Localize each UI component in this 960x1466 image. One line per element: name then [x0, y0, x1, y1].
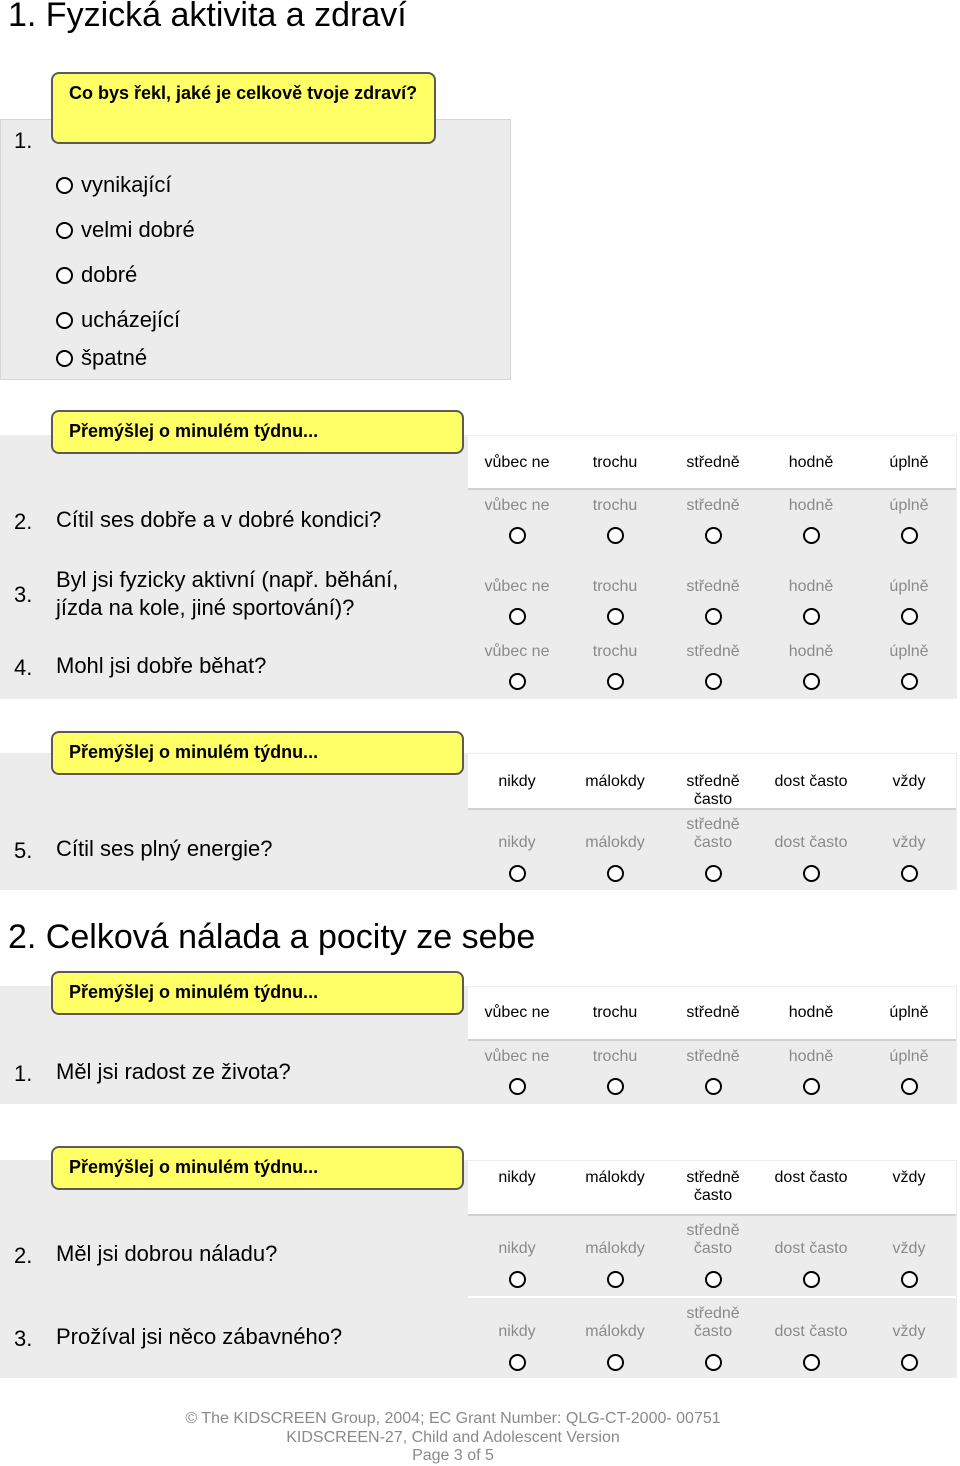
divider [468, 488, 956, 490]
footer-version: KIDSCREEN-27, Child and Adolescent Version [286, 1429, 620, 1446]
scale-label: vždy [892, 1323, 926, 1340]
question-text: Cítil ses dobře a v dobré kondici? [56, 507, 382, 532]
scale-label: úplně [889, 643, 929, 660]
scale-label: středně často [686, 1169, 740, 1204]
scale-label: trochu [592, 497, 638, 514]
scale-label: vůbec ne [484, 454, 550, 471]
scale-label: vůbec ne [484, 1048, 550, 1065]
radio-vzdy[interactable] [901, 865, 918, 882]
radio-uplne[interactable] [901, 1078, 918, 1095]
question-text-line2: jízda na kole, jiné sportování)? [56, 595, 355, 620]
option-dobre[interactable]: dobré [56, 262, 137, 288]
question-number: 5. [14, 838, 33, 863]
scale-label: dost často [774, 834, 848, 851]
option-uchazejici[interactable]: ucházející [56, 307, 180, 333]
question-number: 2. [14, 1243, 33, 1268]
scale-label: dost často [774, 773, 848, 790]
scale-label: úplně [889, 578, 929, 595]
question-text: Cítil ses plný energie? [56, 836, 273, 861]
radio-vubec-ne[interactable] [509, 673, 526, 690]
scale-label: nikdy [498, 834, 536, 851]
scale-label: středně [686, 1048, 740, 1065]
scale-label: hodně [788, 497, 834, 514]
radio-hodne[interactable] [803, 673, 820, 690]
radio-uplne[interactable] [901, 527, 918, 544]
radio-malokdy[interactable] [607, 1271, 624, 1288]
question-number: 3. [14, 582, 33, 607]
radio-trochu[interactable] [607, 527, 624, 544]
radio-nikdy[interactable] [509, 1271, 526, 1288]
scale-label: středně často [686, 816, 740, 851]
answer-row [468, 1303, 956, 1377]
question-callout: Přemýšlej o minulém týdnu... [51, 731, 464, 775]
radio-vubec-ne[interactable] [509, 527, 526, 544]
section-title: 1. Fyzická aktivita a zdraví [8, 0, 407, 34]
scale-label: úplně [889, 1004, 929, 1021]
scale-label: vždy [892, 1240, 926, 1257]
radio-button[interactable] [56, 222, 73, 239]
radio-dost-casto[interactable] [803, 1354, 820, 1371]
divider [468, 1296, 956, 1298]
radio-button[interactable] [56, 177, 73, 194]
scale-label: dost často [774, 1240, 848, 1257]
scale-label: vůbec ne [484, 497, 550, 514]
radio-stredne-casto[interactable] [705, 865, 722, 882]
scale-header [468, 1161, 956, 1214]
scale-header [468, 754, 956, 808]
question-callout: Přemýšlej o minulém týdnu... [51, 1146, 464, 1190]
scale-label: málokdy [585, 1240, 645, 1257]
scale-label: dost často [774, 1323, 848, 1340]
radio-button[interactable] [56, 312, 73, 329]
radio-stredne-casto[interactable] [705, 1354, 722, 1371]
scale-label: středně [686, 454, 740, 471]
radio-uplne[interactable] [901, 673, 918, 690]
radio-stredne[interactable] [705, 608, 722, 625]
divider [468, 1214, 956, 1216]
scale-label: trochu [592, 454, 638, 471]
scale-label: nikdy [498, 1169, 536, 1186]
radio-button[interactable] [56, 267, 73, 284]
radio-trochu[interactable] [607, 673, 624, 690]
question-callout: Přemýšlej o minulém týdnu... [51, 971, 464, 1015]
scale-label: vůbec ne [484, 1004, 550, 1021]
scale-label: hodně [788, 454, 834, 471]
scale-label: hodně [788, 1004, 834, 1021]
scale-label: vždy [892, 834, 926, 851]
scale-label: málokdy [585, 1169, 645, 1186]
radio-trochu[interactable] [607, 1078, 624, 1095]
radio-nikdy[interactable] [509, 1354, 526, 1371]
radio-vubec-ne[interactable] [509, 1078, 526, 1095]
scale-label: trochu [592, 643, 638, 660]
question-text: Mohl jsi dobře běhat? [56, 653, 267, 678]
scale-label: málokdy [585, 773, 645, 790]
scale-label: vůbec ne [484, 643, 550, 660]
footer-page-number: Page 3 of 5 [412, 1447, 494, 1464]
scale-label: úplně [889, 497, 929, 514]
radio-trochu[interactable] [607, 608, 624, 625]
question-callout: Přemýšlej o minulém týdnu... [51, 410, 464, 454]
scale-label: málokdy [585, 1323, 645, 1340]
scale-header [468, 987, 956, 1039]
divider [468, 1039, 956, 1041]
scale-label: středně [686, 1004, 740, 1021]
answer-row [468, 1046, 956, 1102]
radio-vubec-ne[interactable] [509, 608, 526, 625]
question-text-line1: Byl jsi fyzicky aktivní (např. běhání, [56, 567, 399, 592]
radio-vzdy[interactable] [901, 1271, 918, 1288]
scale-label: středně [686, 578, 740, 595]
radio-malokdy[interactable] [607, 865, 624, 882]
question-number: 1. [14, 128, 33, 153]
scale-label: nikdy [498, 773, 536, 790]
scale-label: hodně [788, 578, 834, 595]
scale-header [468, 436, 956, 488]
question-number: 3. [14, 1326, 33, 1351]
question-panel [0, 119, 511, 380]
radio-stredne-casto[interactable] [705, 1271, 722, 1288]
scale-label: středně často [686, 1305, 740, 1340]
radio-button[interactable] [56, 350, 73, 367]
question-number: 2. [14, 509, 33, 534]
option-spatne[interactable]: špatné [56, 345, 147, 371]
scale-label: hodně [788, 643, 834, 660]
scale-label: úplně [889, 1048, 929, 1065]
option-velmi-dobre[interactable]: velmi dobré [56, 217, 195, 243]
answer-row [468, 1220, 956, 1294]
radio-dost-casto[interactable] [803, 1271, 820, 1288]
option-vynikajici[interactable]: vynikající [56, 172, 171, 198]
section-title: 2. Celková nálada a pocity ze sebe [8, 918, 536, 956]
question-callout: Co bys řekl, jaké je celkově tvoje zdraví? [51, 72, 436, 144]
radio-malokdy[interactable] [607, 1354, 624, 1371]
answer-row [468, 814, 956, 888]
radio-dost-casto[interactable] [803, 865, 820, 882]
radio-stredne[interactable] [705, 1078, 722, 1095]
question-text: Měl jsi dobrou náladu? [56, 1241, 278, 1266]
scale-label: nikdy [498, 1240, 536, 1257]
radio-nikdy[interactable] [509, 865, 526, 882]
radio-stredne[interactable] [705, 673, 722, 690]
scale-label: středně [686, 497, 740, 514]
radio-vzdy[interactable] [901, 1354, 918, 1371]
question-text: Prožíval jsi něco zábavného? [56, 1324, 343, 1349]
scale-label: dost často [774, 1169, 848, 1186]
scale-label: vždy [892, 773, 926, 790]
question-number: 1. [14, 1061, 33, 1086]
scale-label: vždy [892, 1169, 926, 1186]
scale-label: trochu [592, 1004, 638, 1021]
scale-label: středně [686, 643, 740, 660]
radio-hodne[interactable] [803, 608, 820, 625]
scale-label: středně často [686, 1222, 740, 1257]
question-number: 4. [14, 655, 33, 680]
scale-label: trochu [592, 1048, 638, 1065]
scale-label: málokdy [585, 834, 645, 851]
answer-row [468, 495, 956, 555]
divider [468, 808, 956, 810]
scale-label: nikdy [498, 1323, 536, 1340]
radio-hodne[interactable] [803, 527, 820, 544]
scale-label: středně často [686, 773, 740, 808]
radio-hodne[interactable] [803, 1078, 820, 1095]
answer-row [468, 576, 956, 636]
footer-copyright: © The KIDSCREEN Group, 2004; EC Grant Number: QLG-CT-2000- 00751 [185, 1410, 721, 1427]
radio-stredne[interactable] [705, 527, 722, 544]
scale-label: úplně [889, 454, 929, 471]
scale-label: hodně [788, 1048, 834, 1065]
scale-label: trochu [592, 578, 638, 595]
answer-row [468, 641, 956, 697]
question-text: Měl jsi radost ze života? [56, 1059, 291, 1084]
scale-label: vůbec ne [484, 578, 550, 595]
radio-uplne[interactable] [901, 608, 918, 625]
